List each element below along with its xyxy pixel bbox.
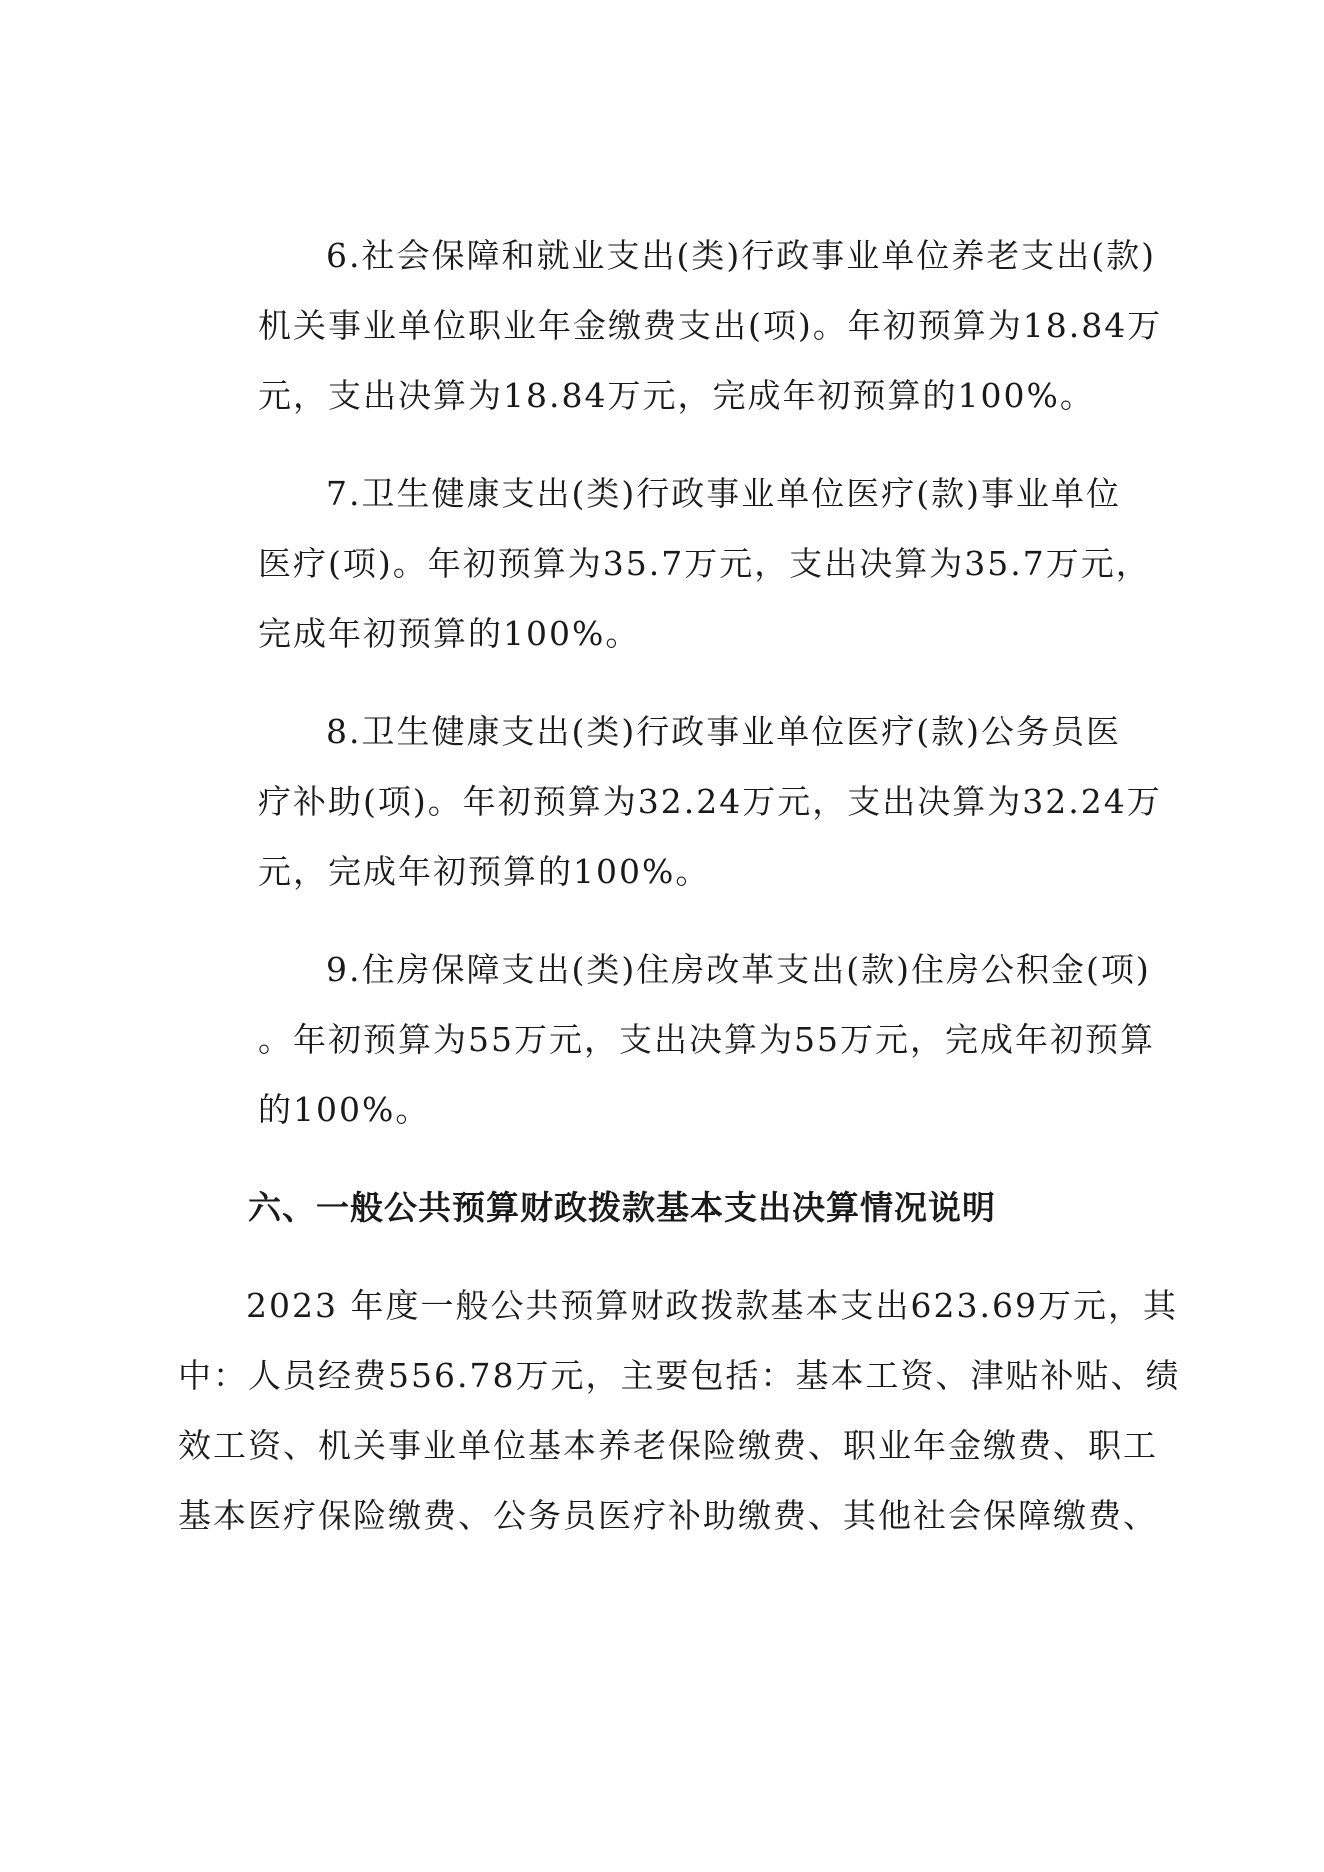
item-8-line-3: 元，完成年初预算的100%。: [258, 852, 711, 891]
section-line-4: 基本医疗保险缴费、公务员医疗补助缴费、其他社会保障缴费、: [178, 1496, 1158, 1535]
item-8-line-2: 疗补助(项)。年初预算为32.24万元，支出决算为32.24万: [258, 782, 1162, 821]
item-9-line-3: 的100%。: [258, 1090, 431, 1129]
section-heading: 六、一般公共预算财政拨款基本支出决算情况说明: [248, 1188, 996, 1227]
item-9-line-1: 9.住房保障支出(类)住房改革支出(款)住房公积金(项): [326, 950, 1151, 989]
item-7-line-1: 7.卫生健康支出(类)行政事业单位医疗(款)事业单位: [326, 474, 1121, 513]
section-line-1: 2023 年度一般公共预算财政拨款基本支出623.69万元，其: [246, 1286, 1178, 1325]
item-6-line-1: 6.社会保障和就业支出(类)行政事业单位养老支出(款): [326, 236, 1156, 275]
item-8-line-1: 8.卫生健康支出(类)行政事业单位医疗(款)公务员医: [326, 712, 1121, 751]
item-9-line-2: 。年初预算为55万元，支出决算为55万元，完成年初预算: [258, 1020, 1155, 1059]
section-line-3: 效工资、机关事业单位基本养老保险缴费、职业年金缴费、职工: [178, 1426, 1158, 1465]
item-7-line-2: 医疗(项)。年初预算为35.7万元，支出决算为35.7万元，: [258, 544, 1151, 583]
item-6-line-2: 机关事业单位职业年金缴费支出(项)。年初预算为18.84万: [258, 306, 1163, 345]
section-line-2: 中：人员经费556.78万元，主要包括：基本工资、津贴补贴、绩: [178, 1356, 1181, 1395]
item-6-line-3: 元，支出决算为18.84万元，完成年初预算的100%。: [258, 376, 1095, 415]
item-7-line-3: 完成年初预算的100%。: [258, 614, 641, 653]
